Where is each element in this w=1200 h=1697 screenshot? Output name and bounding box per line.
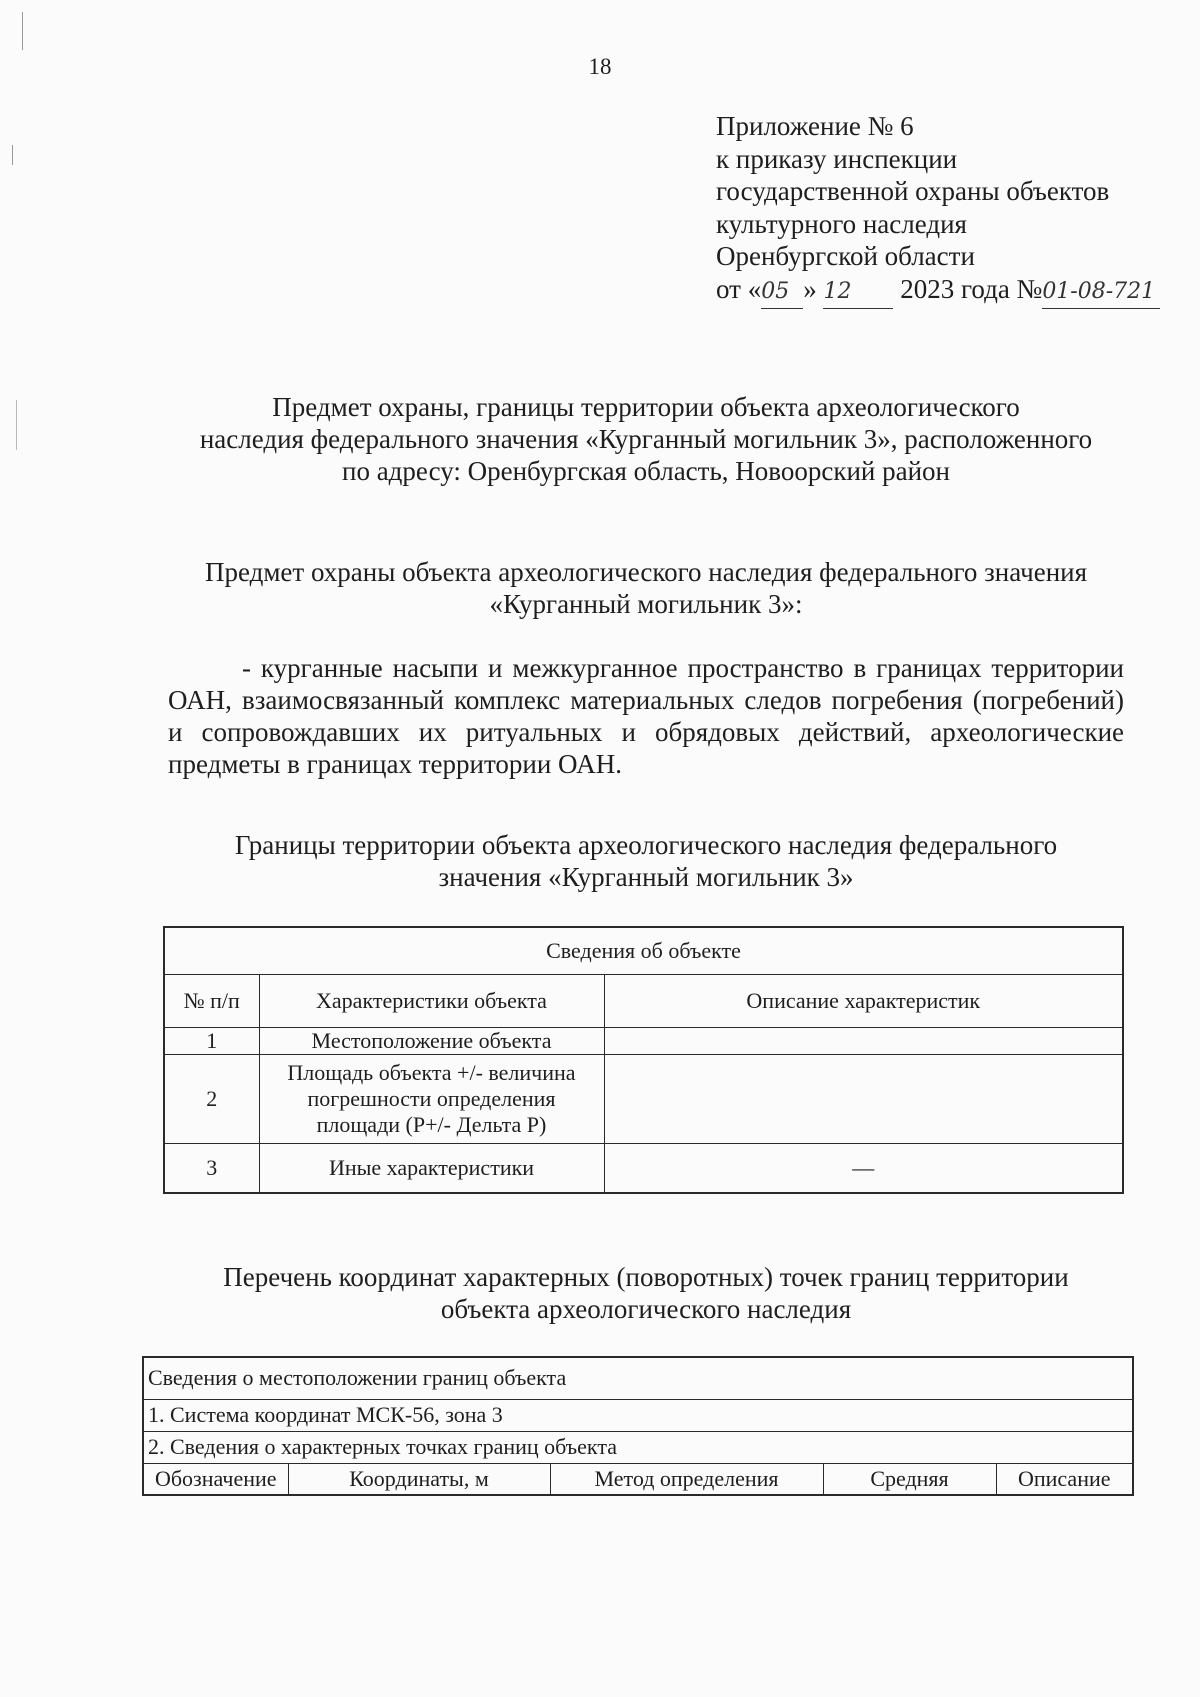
appendix-line: к приказу инспекции [716,143,958,174]
table-row [164,1054,1123,1143]
row-characteristic: Площадь объекта +/- величина погрешности определения площади (P+/- Дельта P) [259,1054,604,1143]
header-number: № п/п [164,974,259,1027]
coords-title-line: объекта археологического наследия [440,1294,852,1324]
header-description: Описание [996,1463,1133,1495]
row-description [604,1054,1123,1143]
coords-title [168,1261,1124,1325]
order-number-field [1042,273,1160,310]
appendix-date-line [716,273,1160,310]
appendix-line: культурного наследия [716,208,967,239]
date-year: 2023 года № [900,273,1043,304]
date-mid: » [803,273,817,304]
order-number-handwritten: 01-08-721 [1042,278,1156,304]
row-characteristic: Иные характеристики [259,1143,604,1193]
scan-mark [16,400,17,450]
scan-mark [12,145,13,165]
header-designation: Обозначение [143,1463,288,1495]
coords-table-row: 1. Система координат МСК-56, зона 3 [143,1399,1133,1431]
page-number: 18 [588,54,612,79]
protection-title-line: «Курганный могильник 3»: [489,589,803,619]
boundaries-title-line: значения «Курганный могильник 3» [438,862,854,892]
object-table-caption: Сведения об объекте [164,927,1123,974]
date-day-field [761,273,803,310]
table-row [164,1143,1123,1193]
header-coordinates: Координаты, м [288,1463,550,1495]
coords-table-row: Сведения о местоположении границ объекта [143,1357,1133,1399]
date-month-handwritten: 12 [823,278,852,304]
main-title [168,391,1124,487]
row-description [604,1027,1123,1054]
appendix-block [716,110,1160,309]
header-method: Метод определения [550,1463,823,1495]
row-number: 3 [164,1143,259,1193]
header-description: Описание характеристик [604,974,1123,1027]
row-number: 1 [164,1027,259,1054]
date-month-field [823,273,893,310]
protection-title [168,556,1124,620]
object-table [163,926,1124,1194]
boundaries-title-line: Границы территории объекта археологического наследия федерального [234,830,1058,860]
main-title-line: Предмет охраны, границы территории объекта археологического [272,392,1020,422]
main-title-line: по адресу: Оренбургская область, Новоорский район [342,456,950,486]
row-number: 2 [164,1054,259,1143]
row-characteristic: Местоположение объекта [259,1027,604,1054]
coords-table [142,1356,1134,1496]
date-prefix: от « [716,273,762,304]
scan-mark [22,12,23,50]
header-characteristic: Характеристики объекта [259,974,604,1027]
appendix-line: Приложение № 6 [716,111,914,141]
appendix-line: Оренбургской области [716,241,975,271]
main-title-line: наследия федерального значения «Курганный могильник 3», расположенного [199,424,1093,454]
date-day-handwritten: 05 [761,278,790,304]
coords-title-line: Перечень координат характерных (поворотных) точек границ территории [223,1262,1069,1292]
header-mean: Средняя [823,1463,996,1495]
boundaries-title [168,829,1124,893]
appendix-line: государственной охраны объектов [716,176,1110,206]
protection-text: - курганные насыпи и межкурганное пространство в границах территории ОАН, взаимосвязанный комплекс материальных следов погребения (погребений) и сопровождавших их ритуальных и обрядовых действий, археологические предметы в границах территории ОАН. [168,653,1124,779]
coords-table-row: 2. Сведения о характерных точках границ объекта [143,1431,1133,1463]
protection-title-line: Предмет охраны объекта археологического наследия федерального значения [204,557,1088,587]
table-row [164,1027,1123,1054]
row-description: — [604,1143,1123,1193]
